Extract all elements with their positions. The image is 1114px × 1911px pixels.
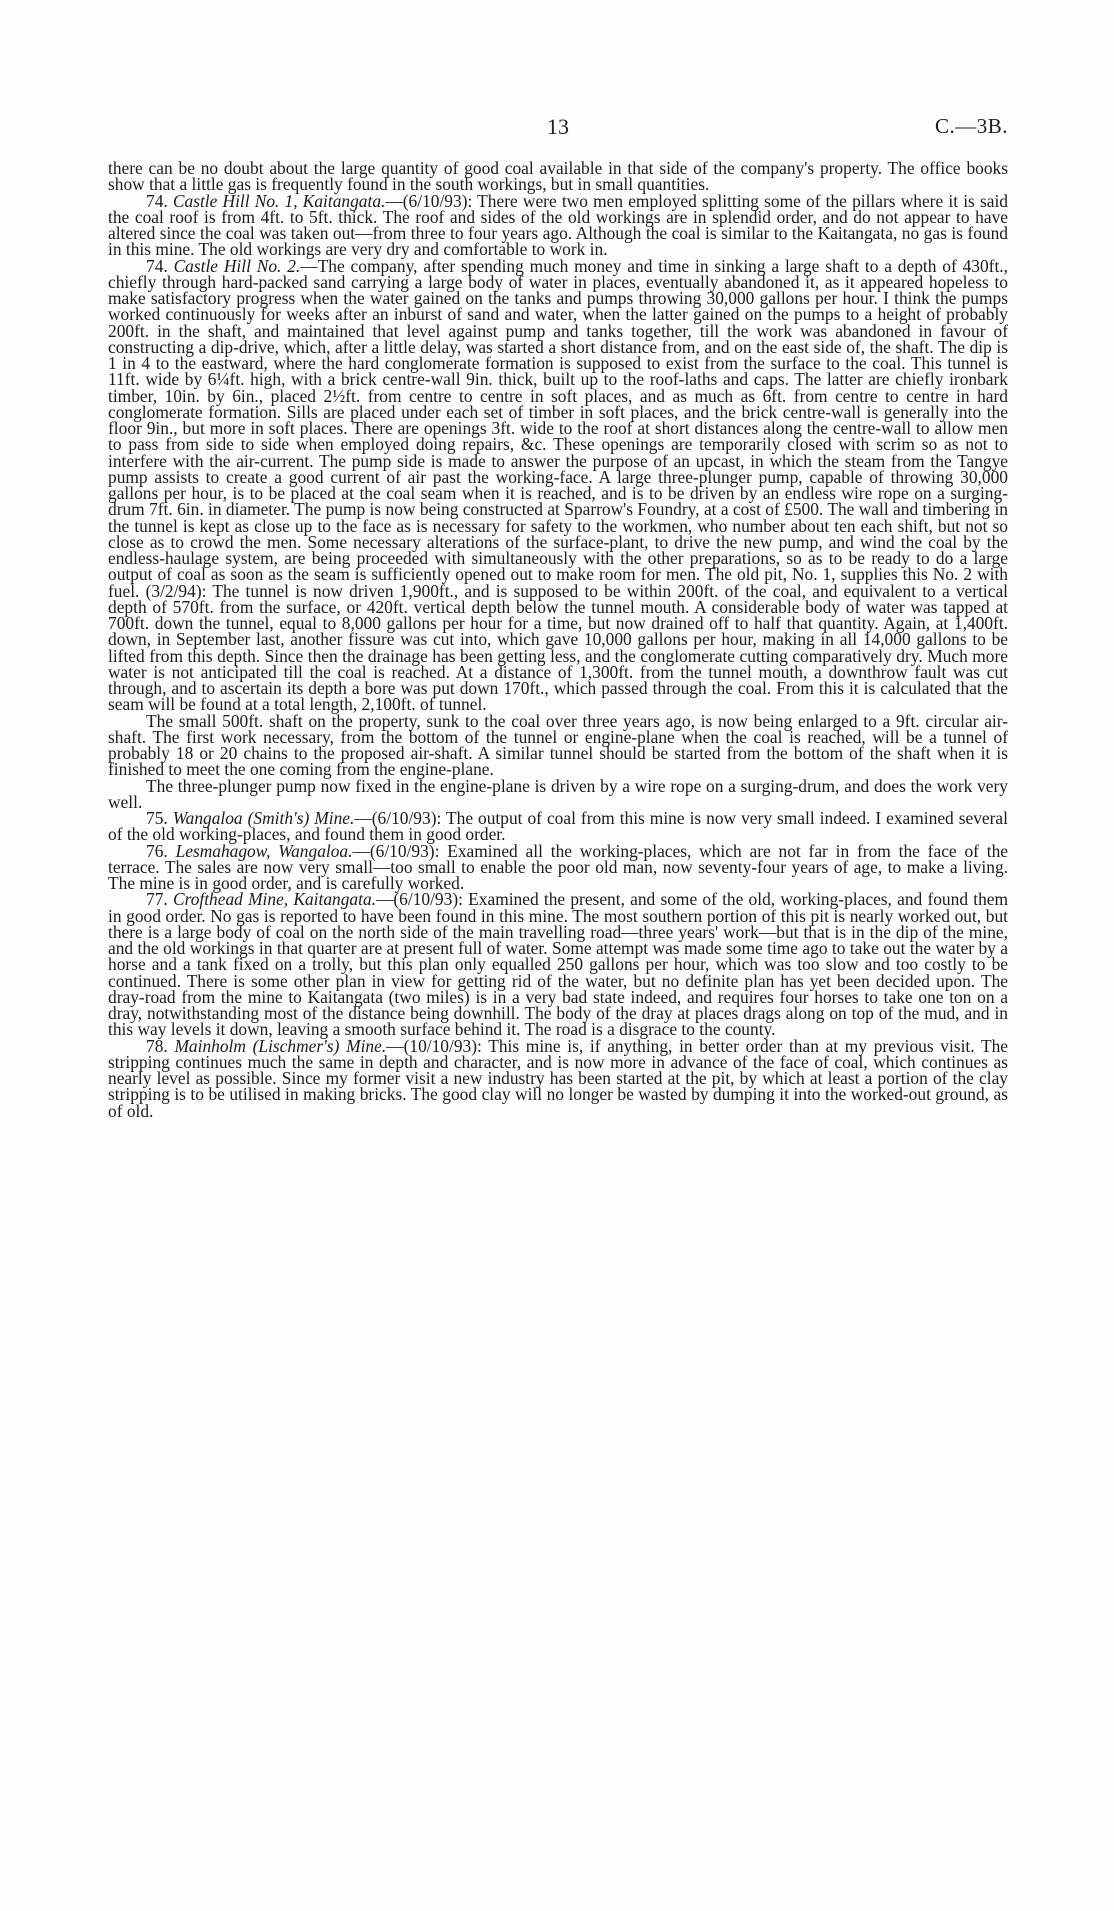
section-title: Castle Hill No. 1, Kaitangata. [172,190,386,211]
section-title: Wangaloa (Smith's) Mine. [172,808,355,828]
paragraph-74-castle-hill-1: 74. Castle Hill No. 1, Kaitangata.—(6/10/93): There were two men employed splitting some of the pillars where it is said the coal roof is from 4ft. to 5ft. thick. The roof and sides of the old workings are in splendid order, and do not appear to have altered since the coal was taken out—from three to four years ago. Although the coal is similar to the Kaitangata, no gas is found in this mine. The old workings are very dry and comfortable to work in. [108,190,1008,260]
page-number: 13 [547,114,569,139]
paragraph-continuation: there can be no doubt about the large quantity of good coal available in that side of the company's property. The office books show that a little gas is frequently found in the south workings, but in small quantities. [108,158,1008,195]
paragraph-three-plunger-pump: The three-plunger pump now fixed in the engine-plane is driven by a wire rope on a surging-drum, and does the work very well. [108,775,1008,812]
paragraph-76-lesmahagow: 76. Lesmahagow, Wangaloa.—(6/10/93): Examined all the working-places, which are not far in from the face of the terrace. The sales are now very small—too small to enable the poor old man, now seventy-four years of age, to make a living. The mine is in good order, and is carefully worked. [108,840,1008,893]
paragraph-air-shaft: The small 500ft. shaft on the property, sunk to the coal over three years ago, is now being enlarged to a 9ft. circular air-shaft. The first work necessary, from the bottom of the tunnel or engine-plane when the coal is reached, will be a tunnel of probably 18 or 20 chains to the proposed air-shaft. A similar tunnel should be started from the bottom of the shaft when it is finished to meet the one coming from the engine-plane. [108,710,1008,780]
paragraph-78-mainholm: 78. Mainholm (Lischmer's) Mine.—(10/10/93): This mine is, if anything, in better order than at my previous visit. The stripping continues much the same in depth and character, and is now more in advance of the face of coal, which continues as nearly level as possible. Since my former visit a new industry has been started at the pit, by which at least a portion of the clay stripping is to be utilised in making bricks. The good clay will no longer be wasted by dumping it into the worked-out ground, as of old. [108,1035,1008,1121]
section-title: Lesmahagow, Wangaloa. [175,840,353,861]
paragraph-74-castle-hill-2: 74. Castle Hill No. 2.—The company, after spending much money and time in sinking a large shaft to a depth of 430ft., chiefly through hard-packed sand carrying a large body of water in places, eventually abandoned it, as it appeared hopeless to make satisfactory progress when the water gained on the tanks and pumps throwing 30,000 gallons per hour. I think the pumps worked continuously for weeks after an inburst of sand and water, when the latter gained on the pumps to a height of probably 200ft. in the shaft, and maintained that level against pump and tanks together, till the work was abandoned in favour of constructing a dip-drive, which, after a little delay, was started a short distance from, and on the east side of, the shaft. The dip is 1 in 4 to the eastward, where the hard conglomerate formation is supposed to exist from the surface to the coal. This tunnel is 11ft. wide by 6¼ft. high, with a brick centre-wall 9in. thick, built up to the roof-laths and caps. The latter are chiefly ironbark timber, 10in. by 6in., placed 2½ft. from centre to centre in soft places, and as much as 6ft. from centre to centre in hard conglomerate formation. Sills are placed under each set of timber in soft places, and the brick centre-wall is generally into the floor 9in., but more in soft places. There are openings 3ft. wide to the roof at short distances along the centre-wall to allow men to pass from side to side when employed doing repairs, &c. These openings are temporarily closed with scrim so as not to interfere with the air-current. The pump side is made to answer the purpose of an upcast, in which the steam from the Tangye pump assists to create a good current of air past the working-face. A large three-plunger pump, capable of throwing 30,000 gallons per hour, is to be placed at the coal seam when it is reached, and is to be driven by an endless wire rope on a surging-drum 7ft. 6in. in diameter. The pump is now being constructed at Sparrow's Foundry, at a cost of £500. The wall and timbering in the tunnel is kept as close up to the face as is necessary for safety to the workmen, who number about ten each shift, but not so close as to crowd the men. Some necessary alterations of the surface-plant, to drive the new pump, and wind the coal by the endless-haulage system, are being proceeded with simultaneously with the other preparations, so as to be ready to do a large output of coal as soon as the seam is sufficiently opened out to make room for men. The old pit, No. 1, supplies this No. 2 with fuel. (3/2/94): The tunnel is now driven 1,900ft., and is supposed to be within 200ft. of the coal, and equivalent to a vertical depth of 570ft. from the surface, or 420ft. vertical depth below the tunnel mouth. A considerable body of water was tapped at 700ft. down the tunnel, equal to 8,000 gallons per hour for a time, but now drained off to half that quantity. Again, at 1,400ft. down, in September last, another fissure was cut into, which gave 10,000 gallons per hour, making in all 14,000 gallons to be lifted from this depth. Since then the drainage has been getting less, and the conglomerate cutting comparatively dry. Much more water is not anticipated till the coal is reached. At a distance of 1,300ft. from the tunnel mouth, a downthrow fault was cut through, and to ascertain its depth a bore was put down 170ft., which passed through the coal. From this it is calculated that the seam will be found at a total length, 2,100ft. of tunnel. [108,255,1008,715]
section-title: Castle Hill No. 2. [173,255,301,276]
section-title: Crofthead Mine, Kaitangata. [172,889,376,910]
document-reference: C.—3B. [934,114,1008,138]
section-title: Mainholm (Lischmer's) Mine. [174,1035,387,1056]
document-body [108,160,1008,1119]
page-header [108,114,1008,144]
paragraph-77-crofthead: 77. Crofthead Mine, Kaitangata.—(6/10/93): Examined the present, and some of the old, working-places, and found them in good order. No gas is reported to have been found in this mine. The most southern portion of this pit is nearly worked out, but there is a large body of coal on the north side of the main travelling road—three years' work—but that is in the dip of the mine, and the old workings in that quarter are at present full of water. Some attempt was made some time ago to take out the water by a horse and a tank fixed on a trolly, but this plan only equalled 250 gallons per hour, which was too slow and too costly to be continued. There is some other plan in view for getting rid of the water, but no definite plan has yet been decided upon. The dray-road from the mine to Kaitangata (two miles) is in a very bad state indeed, and requires four horses to take one ton on a dray, notwithstanding most of the distance being downhill. The body of the dray at places drags along on top of the mud, and in this way levels it down, leaving a smooth surface behind it. The road is a disgrace to the county. [108,889,1009,1040]
paragraph-75-wangaloa: 75. Wangaloa (Smith's) Mine.—(6/10/93): The output of coal from this mine is now very small indeed. I examined several of the old working-places, and found them in good order. [108,808,1008,845]
